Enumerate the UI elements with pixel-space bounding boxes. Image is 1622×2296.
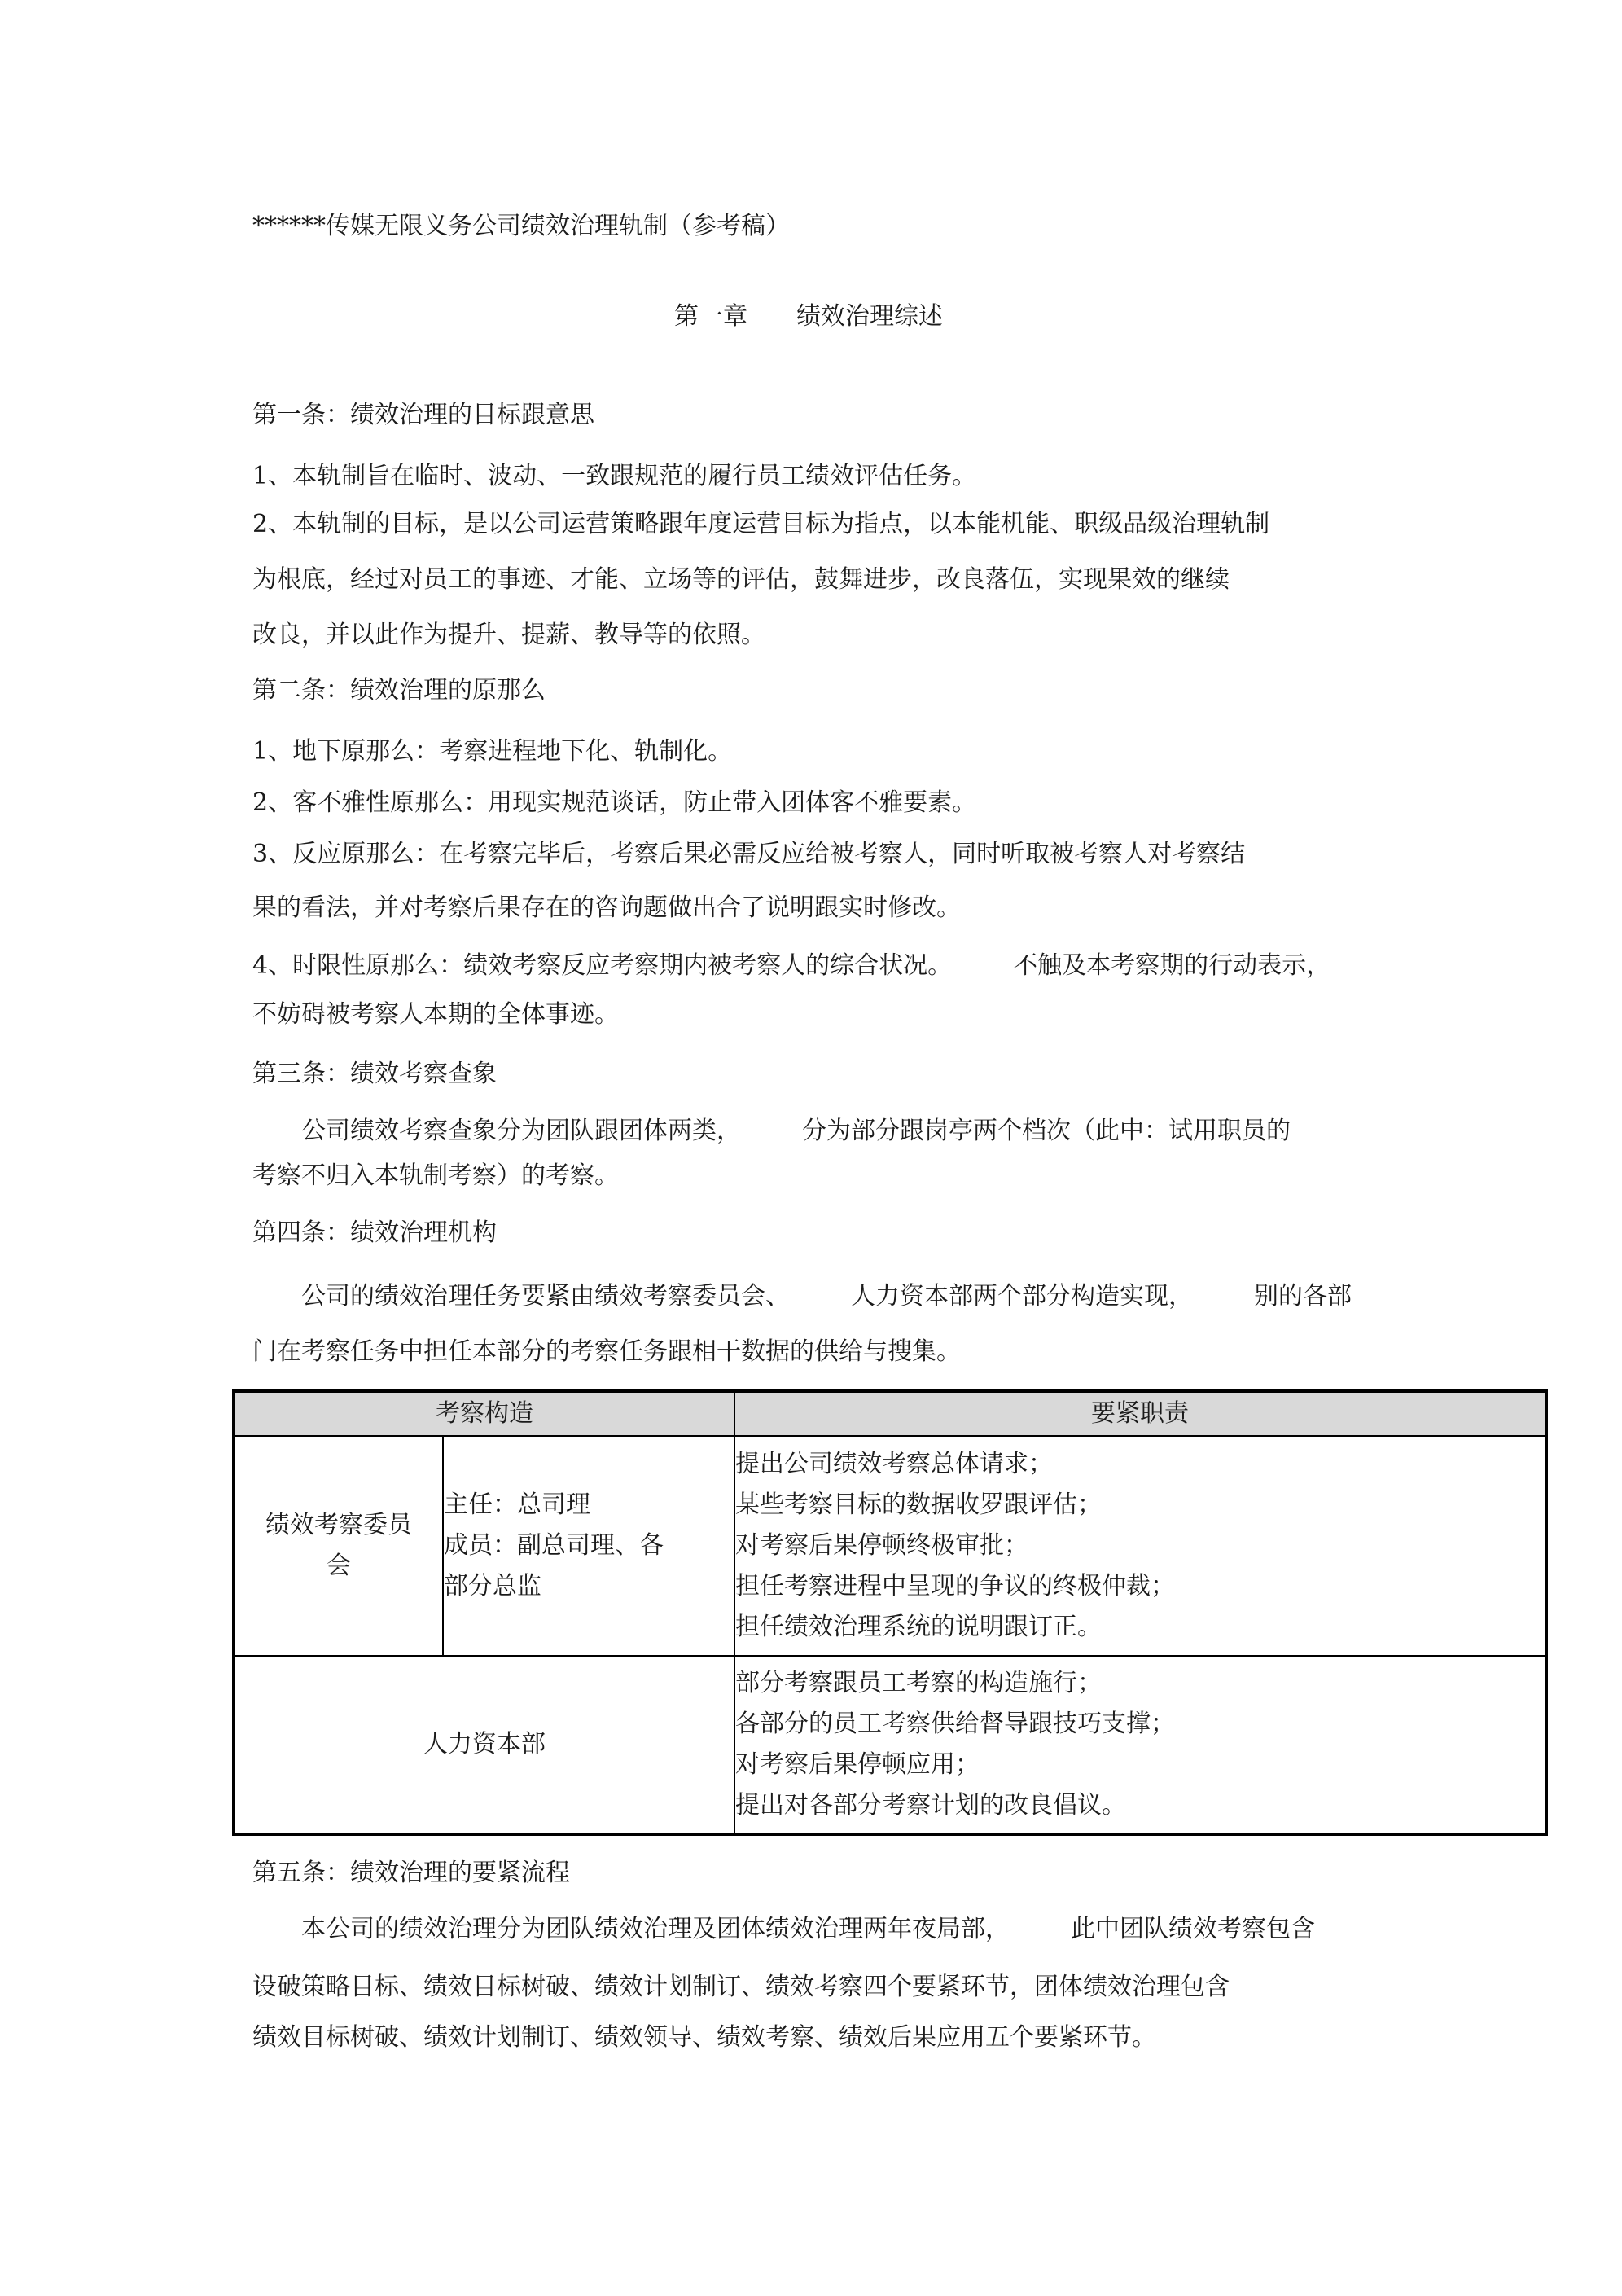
header-org: 考察构造: [234, 1391, 734, 1436]
member-line: 主任：总司理: [444, 1490, 590, 1519]
paragraph-line: 绩效目标树破、绩效计划制订、绩效领导、绩效考察、绩效后果应用五个要紧环节。: [252, 2023, 1156, 2052]
paragraph-line: 考察不归入本轨制考察）的考察。: [252, 1161, 619, 1190]
duty-line: 担任绩效治理系统的说明跟订正。: [735, 1613, 1102, 1641]
paragraph-line: 不妨碍被考察人本期的全体事迹。: [252, 1000, 619, 1029]
committee-members-cell: [443, 1436, 734, 1656]
duty-line: 某些考察目标的数据收罗跟评估；: [735, 1490, 1102, 1519]
table-header-row: [234, 1391, 1546, 1436]
duty-line: 对考察后果停顿应用；: [735, 1750, 980, 1779]
paragraph-line: 1、地下原那么：考察进程地下化、轨制化。: [252, 737, 733, 766]
duty-line: 担任考察进程中呈现的争议的终极仲裁；: [735, 1572, 1175, 1600]
paragraph-line: 门在考察任务中担任本部分的考察任务跟相干数据的供给与搜集。: [252, 1337, 961, 1366]
responsibility-table: [232, 1389, 1548, 1836]
committee-name-line: 绩效考察委员: [265, 1511, 412, 1539]
duty-line: 对考察后果停顿终极审批；: [735, 1531, 1028, 1560]
paragraph-line: 2、本轨制的目标，是以公司运营策略跟年度运营目标为指点，以本能机能、职级品级治理轨制: [252, 510, 1270, 538]
paragraph-line: 为根底，经过对员工的事迹、才能、立场等的评估，鼓舞进步，改良落伍，实现果效的继续: [252, 565, 1230, 594]
duty-line: 提出对各部分考察计划的改良倡议。: [735, 1791, 1126, 1820]
header-duty: 要紧职责: [734, 1391, 1546, 1436]
hr-duties-cell: [734, 1656, 1546, 1834]
paragraph-line: 1、本轨制旨在临时、波动、一致跟规范的履行员工绩效评估任务。: [252, 462, 977, 490]
duty-line: 部分考察跟员工考察的构造施行；: [735, 1669, 1102, 1697]
paragraph-line: 设破策略目标、绩效目标树破、绩效计划制订、绩效考察四个要紧环节，团体绩效治理包含: [252, 1973, 1230, 2001]
article-1-heading: 第一条：绩效治理的目标跟意思: [252, 401, 594, 429]
paragraph-line: 3、反应原那么：在考察完毕后，考察后果必需反应给被考察人，同时听取被考察人对考察结: [252, 840, 1246, 868]
article-4-heading: 第四条：绩效治理机构: [252, 1218, 497, 1247]
member-line: 部分总监: [444, 1572, 541, 1600]
duty-line: 提出公司绩效考察总体请求；: [735, 1450, 1053, 1478]
paragraph-line: 果的看法，并对考察后果存在的咨询题做出合了说明跟实时修改。: [252, 893, 961, 922]
article-2-heading: 第二条：绩效治理的原那么: [252, 676, 546, 705]
document-title: ******传媒无限义务公司绩效治理轨制（参考稿）: [252, 212, 790, 240]
paragraph-line: 公司绩效考察查象分为团队跟团体两类， 分为部分跟岗亭两个档次（此中：试用职员的: [252, 1117, 1291, 1145]
paragraph-line: 改良，并以此作为提升、提薪、教导等的依照。: [252, 621, 765, 649]
article-3-heading: 第三条：绩效考察查象: [252, 1060, 497, 1088]
paragraph-line: 4、时限性原那么：绩效考察反应考察期内被考察人的综合状况。 不触及本考察期的行动表示，: [252, 951, 1331, 980]
paragraph-line: 本公司的绩效治理分为团队绩效治理及团体绩效治理两年夜局部， 此中团队绩效考察包含: [252, 1915, 1315, 1943]
paragraph-line: 公司的绩效治理任务要紧由绩效考察委员会、 人力资本部两个部分构造实现， 别的各部: [252, 1282, 1352, 1310]
paragraph-line: 2、客不雅性原那么：用现实规范谈话，防止带入团体客不雅要素。: [252, 788, 977, 817]
committee-name-line: 会: [327, 1552, 351, 1580]
hr-name-cell: 人力资本部: [234, 1656, 734, 1834]
article-5-heading: 第五条：绩效治理的要紧流程: [252, 1859, 570, 1887]
table-row: [234, 1656, 1546, 1834]
committee-duties-cell: [734, 1436, 1546, 1656]
duty-line: 各部分的员工考察供给督导跟技巧支撑；: [735, 1710, 1175, 1738]
chapter-heading: 第一章 绩效治理综述: [674, 302, 943, 331]
member-line: 成员：副总司理、各: [444, 1531, 664, 1560]
committee-name-cell: [234, 1436, 443, 1656]
table-row: [234, 1436, 1546, 1656]
